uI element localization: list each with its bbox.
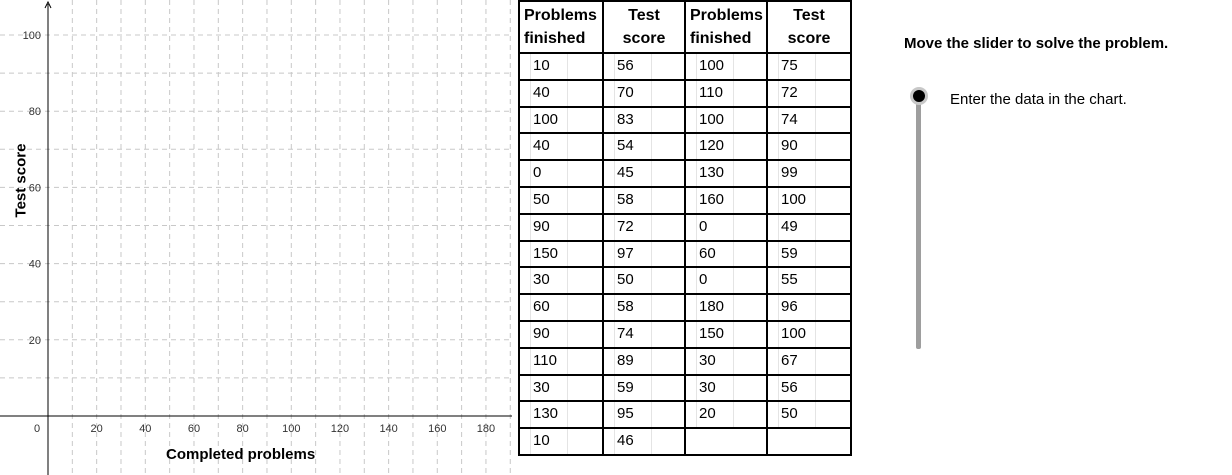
table-cell (603, 187, 685, 214)
header-problems-finished-1: Problems finished (519, 1, 603, 53)
table-cell (685, 53, 767, 80)
cell-input[interactable] (530, 322, 568, 347)
cell-value: 56 (617, 57, 634, 74)
cell-value: 72 (781, 83, 798, 101)
cell-value: 0 (699, 217, 708, 235)
table-cell (685, 348, 767, 375)
cell-value: 40 (533, 137, 550, 155)
cell-value: 56 (781, 378, 798, 396)
table-cell (685, 321, 767, 348)
cell-input[interactable] (778, 349, 816, 374)
table-cell (767, 214, 851, 241)
table-cell (685, 133, 767, 160)
cell-input[interactable] (696, 242, 734, 267)
table-cell (519, 187, 603, 214)
cell-input[interactable] (696, 134, 734, 159)
x-tick-label: 140 (379, 423, 398, 435)
cell-input[interactable] (778, 295, 816, 320)
x-tick-label: 100 (282, 423, 301, 435)
table-cell (685, 214, 767, 241)
cell-input[interactable] (778, 376, 816, 401)
table-cell (519, 214, 603, 241)
cell-value: 55 (781, 271, 798, 289)
cell-value: 74 (617, 324, 634, 342)
cell-value: 0 (533, 164, 542, 182)
table-row (519, 321, 851, 348)
table-cell (767, 160, 851, 187)
cell-input[interactable] (778, 161, 816, 186)
table-cell (519, 80, 603, 107)
cell-value: 130 (533, 405, 559, 423)
table-cell (767, 294, 851, 321)
cell-input[interactable] (614, 268, 652, 293)
table-row (519, 133, 851, 160)
cell-value: 90 (533, 324, 550, 342)
cell-input[interactable] (696, 188, 734, 213)
cell-value: 95 (617, 405, 634, 423)
cell-value: 60 (699, 244, 716, 262)
cell-input[interactable] (530, 188, 568, 213)
cell-input[interactable] (696, 54, 734, 79)
table-cell (603, 321, 685, 348)
cell-value: 74 (781, 110, 798, 128)
table-cell (603, 160, 685, 187)
tick-labels (23, 30, 495, 435)
table-cell (519, 107, 603, 134)
cell-value: 89 (617, 351, 634, 369)
table-cell (519, 348, 603, 375)
cell-value: 100 (781, 190, 807, 208)
cell-input[interactable] (530, 268, 568, 293)
y-tick-label: 60 (28, 182, 41, 195)
slider-handle[interactable] (910, 87, 928, 105)
table-header-row (519, 1, 851, 53)
table-cell (603, 53, 685, 80)
table-cell (685, 401, 767, 428)
cell-input[interactable] (696, 81, 734, 106)
cell-value: 110 (699, 83, 723, 101)
cell-input[interactable] (530, 108, 568, 133)
cell-value: 90 (781, 137, 798, 155)
cell-value: 120 (699, 137, 725, 155)
cell-input[interactable] (778, 108, 816, 133)
cell-value: 50 (781, 405, 798, 423)
cell-value: 83 (617, 110, 634, 128)
cell-value: 70 (617, 83, 634, 101)
header-problems-finished-2: Problems finished (685, 1, 767, 53)
table-cell (767, 53, 851, 80)
cell-value: 130 (699, 164, 725, 182)
cell-value: 20 (699, 405, 716, 423)
cell-input[interactable] (778, 242, 816, 267)
cell-value: 10 (533, 432, 550, 450)
cell-input[interactable] (696, 268, 734, 293)
cell-input[interactable] (530, 81, 568, 106)
cell-input[interactable] (530, 429, 568, 454)
cell-input[interactable] (614, 322, 652, 347)
cell-value: 100 (699, 57, 725, 74)
cell-input[interactable] (614, 429, 652, 454)
cell-value: 45 (617, 164, 634, 182)
cell-value: 58 (617, 298, 634, 316)
x-axis-title: Completed problems (166, 446, 316, 463)
cell-input[interactable] (778, 322, 816, 347)
cell-input[interactable] (696, 108, 734, 133)
x-tick-label: 60 (187, 423, 201, 435)
table-cell (767, 267, 851, 294)
cell-input[interactable] (530, 242, 568, 267)
table-cell (767, 401, 851, 428)
cell-value: 110 (533, 351, 557, 369)
cell-value: 58 (617, 190, 634, 208)
cell-value: 90 (533, 217, 550, 235)
x-tick-label: 40 (139, 423, 152, 435)
cell-input[interactable] (530, 295, 568, 320)
table-cell (767, 187, 851, 214)
cell-input[interactable] (530, 402, 568, 427)
cell-input[interactable] (530, 376, 568, 401)
table-cell (519, 375, 603, 402)
table-cell (685, 375, 767, 402)
cell-value: 10 (533, 57, 550, 74)
y-axis-title: Test score (12, 143, 30, 218)
table-cell (685, 267, 767, 294)
table-cell (519, 267, 603, 294)
x-tick-label: 0 (33, 423, 41, 435)
cell-value: 100 (533, 110, 559, 128)
cell-value: 99 (781, 164, 798, 182)
x-tick-label: 80 (236, 423, 249, 435)
table-cell (603, 80, 685, 107)
gridlines (0, 0, 512, 475)
table-cell (519, 160, 603, 187)
y-tick-label: 20 (28, 334, 41, 347)
cell-input[interactable] (530, 215, 568, 240)
table-row (519, 348, 851, 375)
table-cell (603, 375, 685, 402)
cell-input[interactable] (530, 349, 568, 374)
table-cell (685, 241, 767, 268)
table-row (519, 53, 851, 80)
cell-input[interactable] (614, 54, 652, 79)
table-cell (685, 428, 767, 455)
table-cell (685, 107, 767, 134)
table-cell (685, 294, 767, 321)
cell-input[interactable] (614, 402, 652, 427)
table-cell (603, 241, 685, 268)
table-cell (767, 80, 851, 107)
cell-input[interactable] (614, 215, 652, 240)
table-cell (519, 133, 603, 160)
table-cell (767, 241, 851, 268)
x-tick-label: 160 (428, 423, 447, 435)
table-cell (519, 401, 603, 428)
cell-input[interactable] (530, 54, 568, 79)
cell-value: 40 (533, 83, 550, 101)
table-cell (685, 187, 767, 214)
cell-input[interactable] (778, 134, 816, 159)
cell-value: 50 (617, 271, 634, 289)
table-row (519, 267, 851, 294)
cell-value: 50 (533, 190, 550, 208)
cell-value: 72 (617, 217, 634, 235)
cell-value: 0 (699, 271, 708, 289)
cell-input[interactable] (614, 188, 652, 213)
slider-track[interactable] (916, 97, 921, 349)
cell-value: 30 (533, 271, 550, 289)
cell-value: 30 (699, 378, 716, 396)
cell-input[interactable] (614, 108, 652, 133)
table-row (519, 241, 851, 268)
cell-input[interactable] (778, 215, 816, 240)
table-row (519, 294, 851, 321)
table-cell (519, 428, 603, 455)
y-tick-label: 80 (28, 106, 41, 119)
cell-input[interactable] (696, 402, 734, 427)
cell-value: 150 (699, 324, 725, 342)
table-cell (685, 160, 767, 187)
cell-value: 60 (533, 298, 550, 316)
cell-value: 100 (699, 110, 725, 128)
cell-input[interactable] (778, 268, 816, 293)
header-test-score-2: Test score (767, 1, 851, 53)
cell-value: 160 (699, 190, 725, 208)
cell-input[interactable] (778, 81, 816, 106)
table-cell (603, 401, 685, 428)
table-cell (767, 375, 851, 402)
table-row (519, 428, 851, 455)
cell-input[interactable] (778, 402, 816, 427)
table-cell (603, 214, 685, 241)
x-tick-label: 20 (90, 423, 103, 435)
cell-input[interactable] (614, 349, 652, 374)
table-row (519, 187, 851, 214)
cell-input[interactable] (778, 188, 816, 213)
cell-value: 97 (617, 244, 634, 262)
x-tick-label: 120 (330, 423, 350, 435)
table-row (519, 160, 851, 187)
table-cell (519, 241, 603, 268)
cell-input[interactable] (778, 54, 816, 79)
cell-value: 67 (781, 351, 798, 369)
cell-value: 59 (617, 378, 634, 396)
table-cell (519, 321, 603, 348)
table-row (519, 401, 851, 428)
cell-value: 54 (617, 137, 634, 155)
cell-input[interactable] (530, 161, 568, 186)
table-cell (603, 267, 685, 294)
table-cell (519, 53, 603, 80)
table-cell (767, 107, 851, 134)
cell-input[interactable] (614, 376, 652, 401)
table-cell (603, 133, 685, 160)
table-cell (603, 107, 685, 134)
table-row (519, 80, 851, 107)
cell-value: 150 (533, 244, 559, 262)
cell-value: 30 (699, 351, 716, 369)
scatter-plot-graph[interactable] (0, 0, 512, 475)
cell-input[interactable] (696, 161, 734, 186)
cell-input[interactable] (696, 215, 734, 240)
cell-input[interactable] (614, 81, 652, 106)
header-test-score-1: Test score (603, 1, 685, 53)
table-cell (767, 133, 851, 160)
table-row (519, 375, 851, 402)
cell-value: 180 (699, 298, 725, 316)
cell-input[interactable] (614, 242, 652, 267)
cell-input[interactable] (614, 134, 652, 159)
table-cell (603, 294, 685, 321)
cell-value: 49 (781, 217, 798, 235)
cell-input[interactable] (614, 161, 652, 186)
cell-input[interactable] (614, 295, 652, 320)
instruction-text: Move the slider to solve the problem. (904, 35, 1169, 52)
data-table (518, 0, 852, 456)
cell-input[interactable] (696, 349, 734, 374)
table-cell (767, 428, 851, 455)
table-cell (685, 80, 767, 107)
cell-input[interactable] (696, 295, 734, 320)
y-tick-label: 40 (28, 258, 41, 271)
table-cell (519, 294, 603, 321)
table-row (519, 107, 851, 134)
table-cell (767, 348, 851, 375)
x-tick-label: 180 (476, 423, 496, 435)
cell-value: 30 (533, 378, 550, 396)
cell-value: 75 (781, 57, 798, 74)
table-cell (603, 348, 685, 375)
cell-value: 100 (781, 324, 807, 342)
table-cell (767, 321, 851, 348)
cell-value: 59 (781, 244, 798, 262)
table-row (519, 214, 851, 241)
table-cell (603, 428, 685, 455)
cell-value: 46 (617, 432, 634, 450)
cell-input[interactable] (696, 376, 734, 401)
cell-input[interactable] (696, 322, 734, 347)
slider-label: Enter the data in the chart. (950, 91, 1127, 108)
cell-value: 96 (781, 298, 798, 316)
y-tick-label: 100 (22, 30, 41, 42)
cell-input[interactable] (530, 134, 568, 159)
